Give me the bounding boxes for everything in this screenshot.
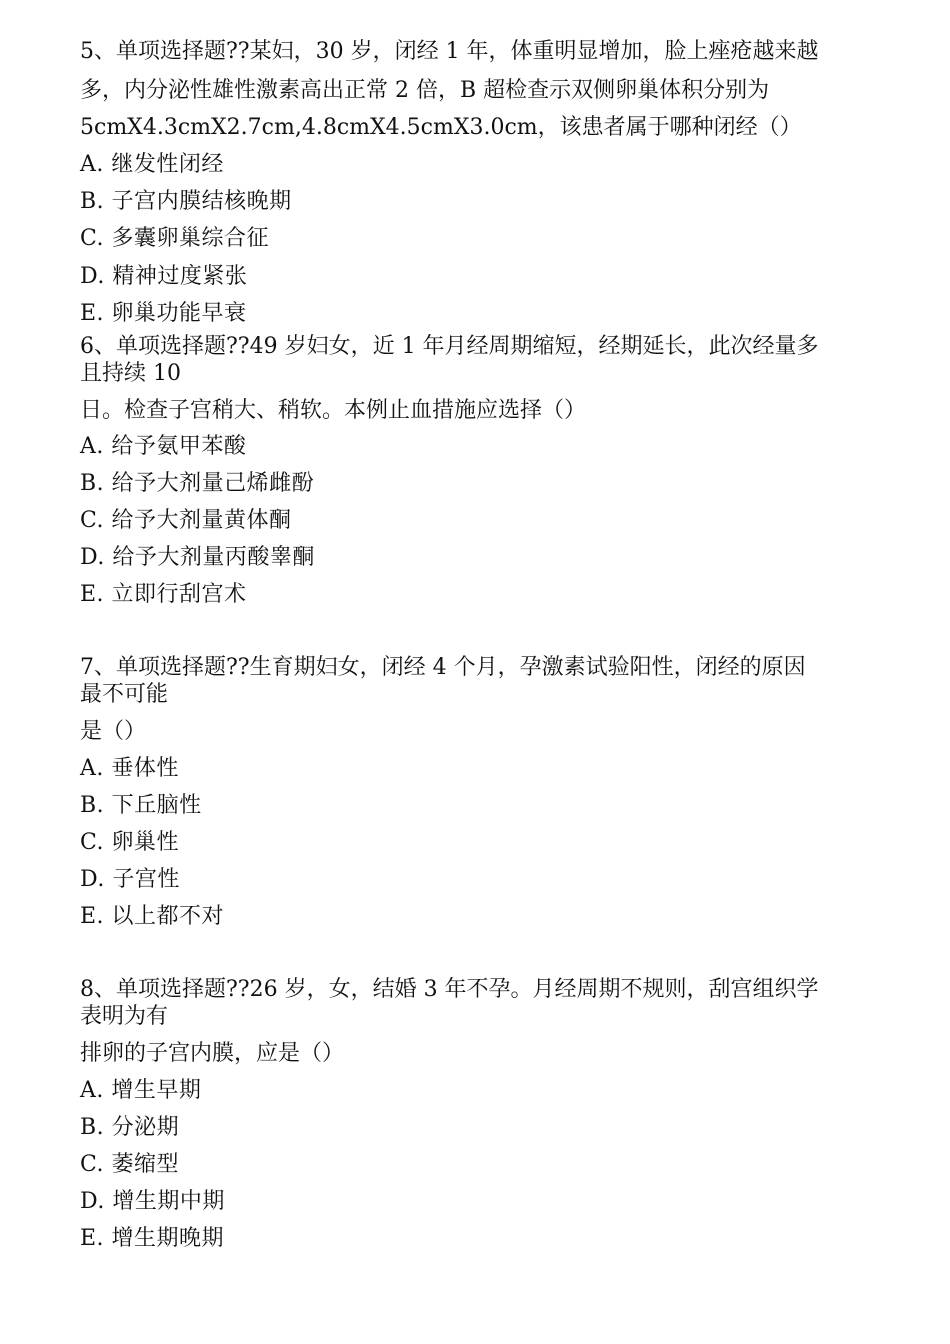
question-7-stem-line-1: 7、单项选择题??生育期妇女，闭经 4 个月，孕激素试验阳性，闭经的原因 xyxy=(80,655,806,680)
question-7-option-c: C. 卵巢性 xyxy=(80,830,180,855)
question-6-option-a: A. 给予氨甲苯酸 xyxy=(80,434,247,459)
question-8-option-a: A. 增生早期 xyxy=(80,1078,202,1103)
question-7-stem-line-3: 是（） xyxy=(80,719,147,744)
question-7-option-e: E. 以上都不对 xyxy=(80,904,225,929)
question-6-stem-line-2: 且持续 10 xyxy=(80,361,181,386)
question-6-stem-line-1: 6、单项选择题??49 岁妇女，近 1 年月经周期缩短，经期延长，此次经量多 xyxy=(80,334,819,359)
question-6-stem-line-3: 日。检查子宫稍大、稍软。本例止血措施应选择（） xyxy=(80,398,587,423)
question-8-stem-line-3: 排卵的子宫内膜，应是（） xyxy=(80,1041,345,1066)
question-8-option-d: D. 增生期中期 xyxy=(80,1189,225,1214)
question-6-option-c: C. 给予大剂量黄体酮 xyxy=(80,508,292,533)
question-5-option-c: C. 多囊卵巢综合征 xyxy=(80,226,270,251)
question-8-option-e: E. 增生期晚期 xyxy=(80,1226,225,1251)
question-6-option-b: B. 给予大剂量己烯雌酚 xyxy=(80,471,315,496)
question-5-stem-line-3: 5cmX4.3cmX2.7cm,4.8cmX4.5cmX3.0cm，该患者属于哪种闭经（） xyxy=(80,115,802,140)
question-8-option-b: B. 分泌期 xyxy=(80,1115,180,1140)
question-8-option-c: C. 萎缩型 xyxy=(80,1152,180,1177)
question-6-option-e: E. 立即行刮宫术 xyxy=(80,582,247,607)
question-7-option-b: B. 下丘脑性 xyxy=(80,793,202,818)
question-7-stem-line-2: 最不可能 xyxy=(80,682,169,707)
question-7-option-a: A. 垂体性 xyxy=(80,756,179,781)
question-5-option-d: D. 精神过度紧张 xyxy=(80,264,248,289)
question-5-stem-line-2: 多，内分泌性雄性激素高出正常 2 倍，B 超检查示双侧卵巢体积分别为 xyxy=(80,78,770,103)
question-5-option-b: B. 子宫内膜结核晚期 xyxy=(80,189,292,214)
question-5-option-e: E. 卵巢功能早衰 xyxy=(80,301,247,326)
question-5-stem-line-1: 5、单项选择题??某妇，30 岁，闭经 1 年，体重明显增加，脸上痤疮越来越 xyxy=(80,39,819,64)
question-6-option-d: D. 给予大剂量丙酸睾酮 xyxy=(80,545,315,570)
question-8-stem-line-2: 表明为有 xyxy=(80,1004,169,1029)
question-7-option-d: D. 子宫性 xyxy=(80,867,180,892)
question-8-stem-line-1: 8、单项选择题??26 岁，女，结婚 3 年不孕。月经周期不规则，刮宫组织学 xyxy=(80,977,819,1002)
question-5-option-a: A. 继发性闭经 xyxy=(80,152,224,177)
